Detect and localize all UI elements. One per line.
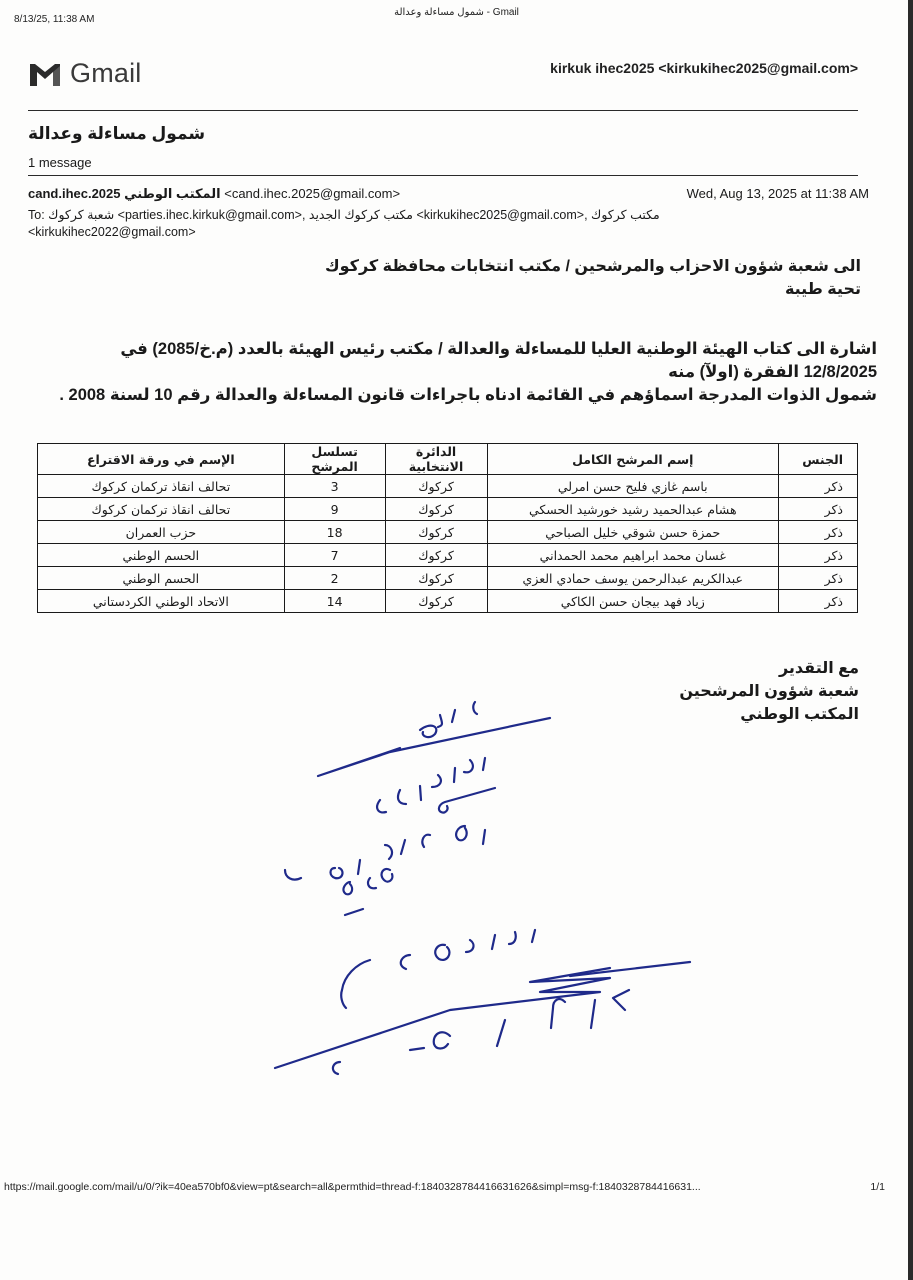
cell-gender: ذكر — [779, 498, 858, 521]
cell-ballot-name: الحسم الوطني — [38, 544, 285, 567]
recipients — [28, 207, 848, 241]
handwriting-stroke — [333, 990, 629, 1074]
cell-sequence: 2 — [284, 567, 385, 590]
letter-greeting: تحية طيبة — [784, 281, 861, 298]
sender-name: cand.ihec.2025 المكتب الوطني — [28, 186, 221, 201]
divider — [28, 175, 858, 176]
cell-full-name: عبدالكريم عبدالرحمن يوسف حمادي العزي — [487, 567, 779, 590]
cell-district: كركوك — [385, 590, 487, 613]
cell-district: كركوك — [385, 521, 487, 544]
cell-district: كركوك — [385, 475, 487, 498]
sender-email: <cand.ihec.2025@gmail.com> — [224, 186, 401, 201]
handwriting-stroke — [341, 930, 535, 1008]
gmail-logo — [28, 58, 142, 89]
handwritten-annotation — [250, 690, 700, 1120]
cell-district: كركوك — [385, 544, 487, 567]
header-full-name: إسم المرشح الكامل — [487, 444, 779, 475]
cell-district: كركوك — [385, 498, 487, 521]
to-recipients: شعبة كركوك <parties.ihec.kirkuk@gmail.com>, مكتب كركوك الجديد <kirkukihec2025@gmail.com>, مكتب كركوك — [48, 208, 660, 222]
to-label: To: — [28, 208, 45, 222]
cell-sequence: 18 — [284, 521, 385, 544]
sender — [28, 186, 400, 202]
cell-gender: ذكر — [779, 544, 858, 567]
table-row — [38, 498, 858, 521]
cell-full-name: هشام عبدالحميد رشيد خورشيد الحسكي — [487, 498, 779, 521]
to-recipients-cont: <kirkukihec2022@gmail.com> — [28, 225, 196, 239]
cell-ballot-name: الحسم الوطني — [38, 567, 285, 590]
table-row — [38, 475, 858, 498]
table-row — [38, 567, 858, 590]
handwriting-stroke — [343, 869, 392, 915]
account-email: kirkuk ihec2025 <kirkukihec2025@gmail.com> — [550, 60, 858, 76]
print-footer-url: https://mail.google.com/mail/u/0/?ik=40ea570bf0&view=pt&search=all&permthid=thread-f:1840328784416631626&simpl=msg-f:1840328784416631... — [4, 1181, 701, 1193]
letter-paragraph-2: شمول الذوات المدرجة اسماؤهم في القائمة ادناه باجراءات قانون المساءلة والعدالة رقم 10 لسنة 2008 . — [59, 386, 877, 404]
print-datetime: 8/13/25, 11:38 AM — [14, 14, 95, 25]
table-row — [38, 544, 858, 567]
cell-gender: ذكر — [779, 567, 858, 590]
handwriting-stroke — [377, 758, 485, 812]
gmail-logo-text: Gmail — [70, 58, 142, 88]
letter-addressee: الى شعبة شؤون الاحزاب والمرشحين / مكتب انتخابات محافظة كركوك — [324, 258, 861, 275]
cell-full-name: باسم غازي فليح حسن امرلي — [487, 475, 779, 498]
handwriting-stroke — [420, 702, 477, 737]
handwriting-stroke — [570, 962, 690, 976]
thread-subject: شمول مساءلة وعدالة — [28, 124, 206, 143]
cell-full-name: حمزة حسن شوقي خليل الصباحي — [487, 521, 779, 544]
cell-gender: ذكر — [779, 521, 858, 544]
cell-ballot-name: حزب العمران — [38, 521, 285, 544]
closing-line-3: المكتب الوطني — [740, 706, 859, 723]
cell-full-name: غسان محمد ابراهيم محمد الحمداني — [487, 544, 779, 567]
print-title: شمول مساءلة وعدالة - Gmail — [394, 7, 519, 18]
handwriting-stroke — [275, 968, 610, 1068]
handwriting-stroke — [285, 826, 485, 880]
table-row — [38, 590, 858, 613]
cell-gender: ذكر — [779, 475, 858, 498]
photo-edge-shadow — [908, 0, 913, 1280]
table-row — [38, 521, 858, 544]
letter-body — [47, 338, 877, 407]
candidates-table — [37, 443, 858, 613]
letter-paragraph-1: اشارة الى كتاب الهيئة الوطنية العليا للمساءلة والعدالة / مكتب رئيس الهيئة بالعدد (م.خ/2085) في 12/8/2025 الفقرة (اولآ) منه — [120, 340, 877, 381]
cell-sequence: 7 — [284, 544, 385, 567]
message-count: 1 message — [28, 155, 92, 170]
cell-ballot-name: الاتحاد الوطني الكردستاني — [38, 590, 285, 613]
handwriting-stroke — [439, 788, 495, 813]
cell-ballot-name: تحالف انقاذ تركمان كركوك — [38, 475, 285, 498]
divider — [28, 110, 858, 111]
cell-sequence: 9 — [284, 498, 385, 521]
header-district: الدائرة الانتخابية — [385, 444, 487, 475]
print-footer-page: 1/1 — [870, 1181, 885, 1193]
closing-line-2: شعبة شؤون المرشحين — [679, 683, 859, 700]
table-header-row — [38, 444, 858, 475]
message-date: Wed, Aug 13, 2025 at 11:38 AM — [686, 186, 869, 201]
cell-sequence: 3 — [284, 475, 385, 498]
gmail-m-icon — [28, 60, 62, 88]
cell-sequence: 14 — [284, 590, 385, 613]
header-sequence: تسلسل المرشح — [284, 444, 385, 475]
header-ballot-name: الإسم في ورقة الاقتراع — [38, 444, 285, 475]
cell-ballot-name: تحالف انقاذ تركمان كركوك — [38, 498, 285, 521]
header-gender: الجنس — [779, 444, 858, 475]
cell-district: كركوك — [385, 567, 487, 590]
letter-greeting-block — [261, 255, 861, 301]
cell-gender: ذكر — [779, 590, 858, 613]
closing-line-1: مع التقدير — [778, 660, 859, 677]
cell-full-name: زياد فهد بيجان حسن الكاكي — [487, 590, 779, 613]
